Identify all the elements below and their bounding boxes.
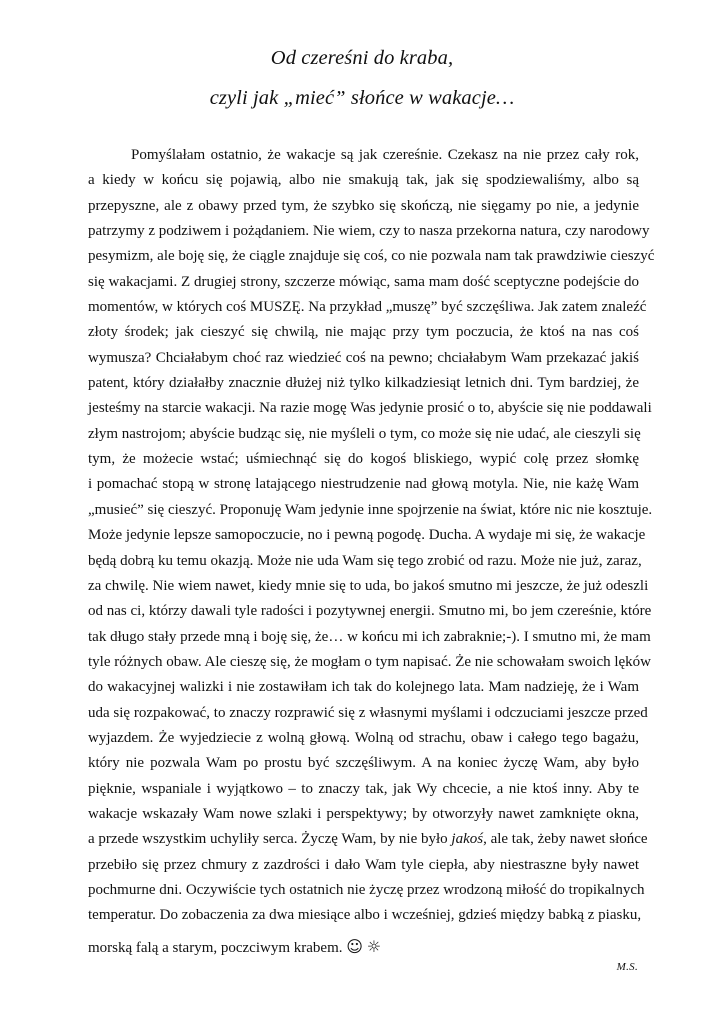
author-signature: M.S.	[616, 961, 638, 973]
body-line: do wakacyjnej walizki i nie zostawiłam ich tak do kolejnego lata. Mam nadzieję, że i Wam	[88, 679, 639, 696]
closing-text: morską falą a starym, poczciwym krabem.	[88, 939, 347, 956]
body-line: tyle różnych obaw. Ale cieszę się, że mogłam o tym napisać. Że nie schowałam swoich lęków	[88, 653, 652, 670]
body-line: temperatur. Do zobaczenia za dwa miesiące albo i wcześniej, gdzieś między babką z piasku,	[88, 907, 642, 924]
body-line: złoty środek; jak cieszyć się chwilą, nie mając przy tym poczucia, że ktoś na nas coś	[88, 324, 639, 341]
body-line: wymusza? Chciałabym choć raz wiedzieć coś na pewno; chciałabym Wam przekazać jakiś	[88, 349, 639, 366]
body-line: będą dobrą ku temu okazją. Może nie uda Wam się tego zrobić od razu. Może nie już, zaraz,	[88, 552, 642, 569]
article-body	[88, 143, 655, 960]
line-segment: a przede wszystkim uchyliły serca. Życzę Wam, by nie było	[88, 831, 452, 848]
title-line-2: czyli jak „mieć” słońce w wakacje…	[209, 87, 515, 109]
body-line: który nie pozwala Wam po prostu być szczęśliwym. A na koniec życzę Wam, aby było	[88, 755, 639, 772]
document-title	[0, 38, 724, 118]
body-line: pesymizm, ale boję się, że ciągle znajduje się coś, co nie pozwala nam tak prawdziwie cieszyć	[88, 248, 655, 265]
title-line-1: Od czereśni do kraba,	[270, 47, 454, 69]
body-line: momentów, w których coś MUSZĘ. Na przykład „muszę” być szczęśliwa. Jak zatem znaleźć	[88, 299, 647, 316]
body-line: patent, który działałby znacznie dłużej niż tylko kilkadziesiąt letnich dni. Tym bardziej, że	[88, 375, 639, 392]
body-line: się wakacjami. Z drugiej strony, szczerze mówiąc, sama mam dość sceptyczne podejście do	[88, 273, 639, 290]
body-line: jesteśmy na starcie wakacji. Na razie mogę Was jedynie prosić o to, abyście się nie poddawali	[88, 400, 652, 417]
body-line: za chwilę. Nie wiem nawet, kiedy mnie się to uda, bo jakoś smutno mi jeszcze, że już odeszli	[88, 577, 649, 594]
body-line: Może jedynie lepsze samopoczucie, no i pewną pogodę. Ducha. A wydaje mi się, że wakacje	[88, 527, 646, 544]
body-line: przebiło się przez chmury z zazdrości i dało Wam tyle ciepła, aby niestraszne były nawet	[88, 856, 639, 873]
body-line: złym nastrojom; abyście budząc się, nie myśleli o tym, co może się nie udać, ale cieszyli się	[88, 425, 641, 442]
body-line: i pomachać stopą w stronę latającego niestrudzenie nad głową motyla. Nie, nie każę Wam	[88, 476, 639, 493]
body-line	[88, 827, 648, 852]
body-line: „musieć” się cieszyć. Proponuję Wam jedynie inne spojrzenie na świat, które nic nie kosztuje.	[88, 501, 653, 518]
body-line: wakacje wskazały Wam nowe szlaki i perspektywy; by otworzyły nawet zamknięte okna,	[88, 805, 639, 822]
body-line: tak długo stały przede mną i boję się, że… w końcu mi ich zabraknie;-). I smutno mi, że mam	[88, 628, 651, 645]
smiley-face-icon: ☺	[346, 936, 363, 956]
body-line: Pomyślałam ostatnio, że wakacje są jak czereśnie. Czekasz na nie przez cały rok,	[131, 147, 639, 163]
closing-line	[88, 934, 639, 960]
sun-icon: ☼	[366, 936, 382, 956]
body-line: uda się rozpakować, to znaczy rozprawić się z własnymi myślami i odczuciami jeszcze przed	[88, 704, 648, 721]
body-line: tym, że możecie wstać; uśmiechnąć się do kogoś bliskiego, wypić colę przez słomkę	[88, 451, 639, 468]
body-line: przepyszne, ale z obawy przed tym, że szybko się skończą, nie sięgamy po nie, a jedynie	[88, 197, 639, 214]
body-line: patrzymy z podziwem i pożądaniem. Nie wiem, czy to nasza przekorna natura, czy narodowy	[88, 223, 650, 240]
body-line: od nas ci, którzy dawali tyle radości i pozytywnej energii. Smutno mi, bo jem czereśnie, które	[88, 603, 652, 620]
body-line: pięknie, wspaniale i wyjątkowo – to znaczy tak, jak Wy chcecie, a nie ktoś inny. Aby te	[88, 780, 639, 797]
body-line: a kiedy w końcu się pojawią, albo nie smakują tak, jak się spodziewaliśmy, albo są	[88, 172, 639, 189]
body-line: pochmurne dni. Oczywiście tych ostatnich nie życzę przez wrodzoną miłość do tropikalnych	[88, 881, 645, 898]
body-line: wyjazdem. Że wyjedziecie z wolną głową. Wolną od strachu, obaw i całego tego bagażu,	[88, 729, 639, 746]
emphasized-word: jakoś	[451, 831, 484, 848]
line-segment: , ale tak, żeby nawet słońce	[483, 831, 648, 848]
